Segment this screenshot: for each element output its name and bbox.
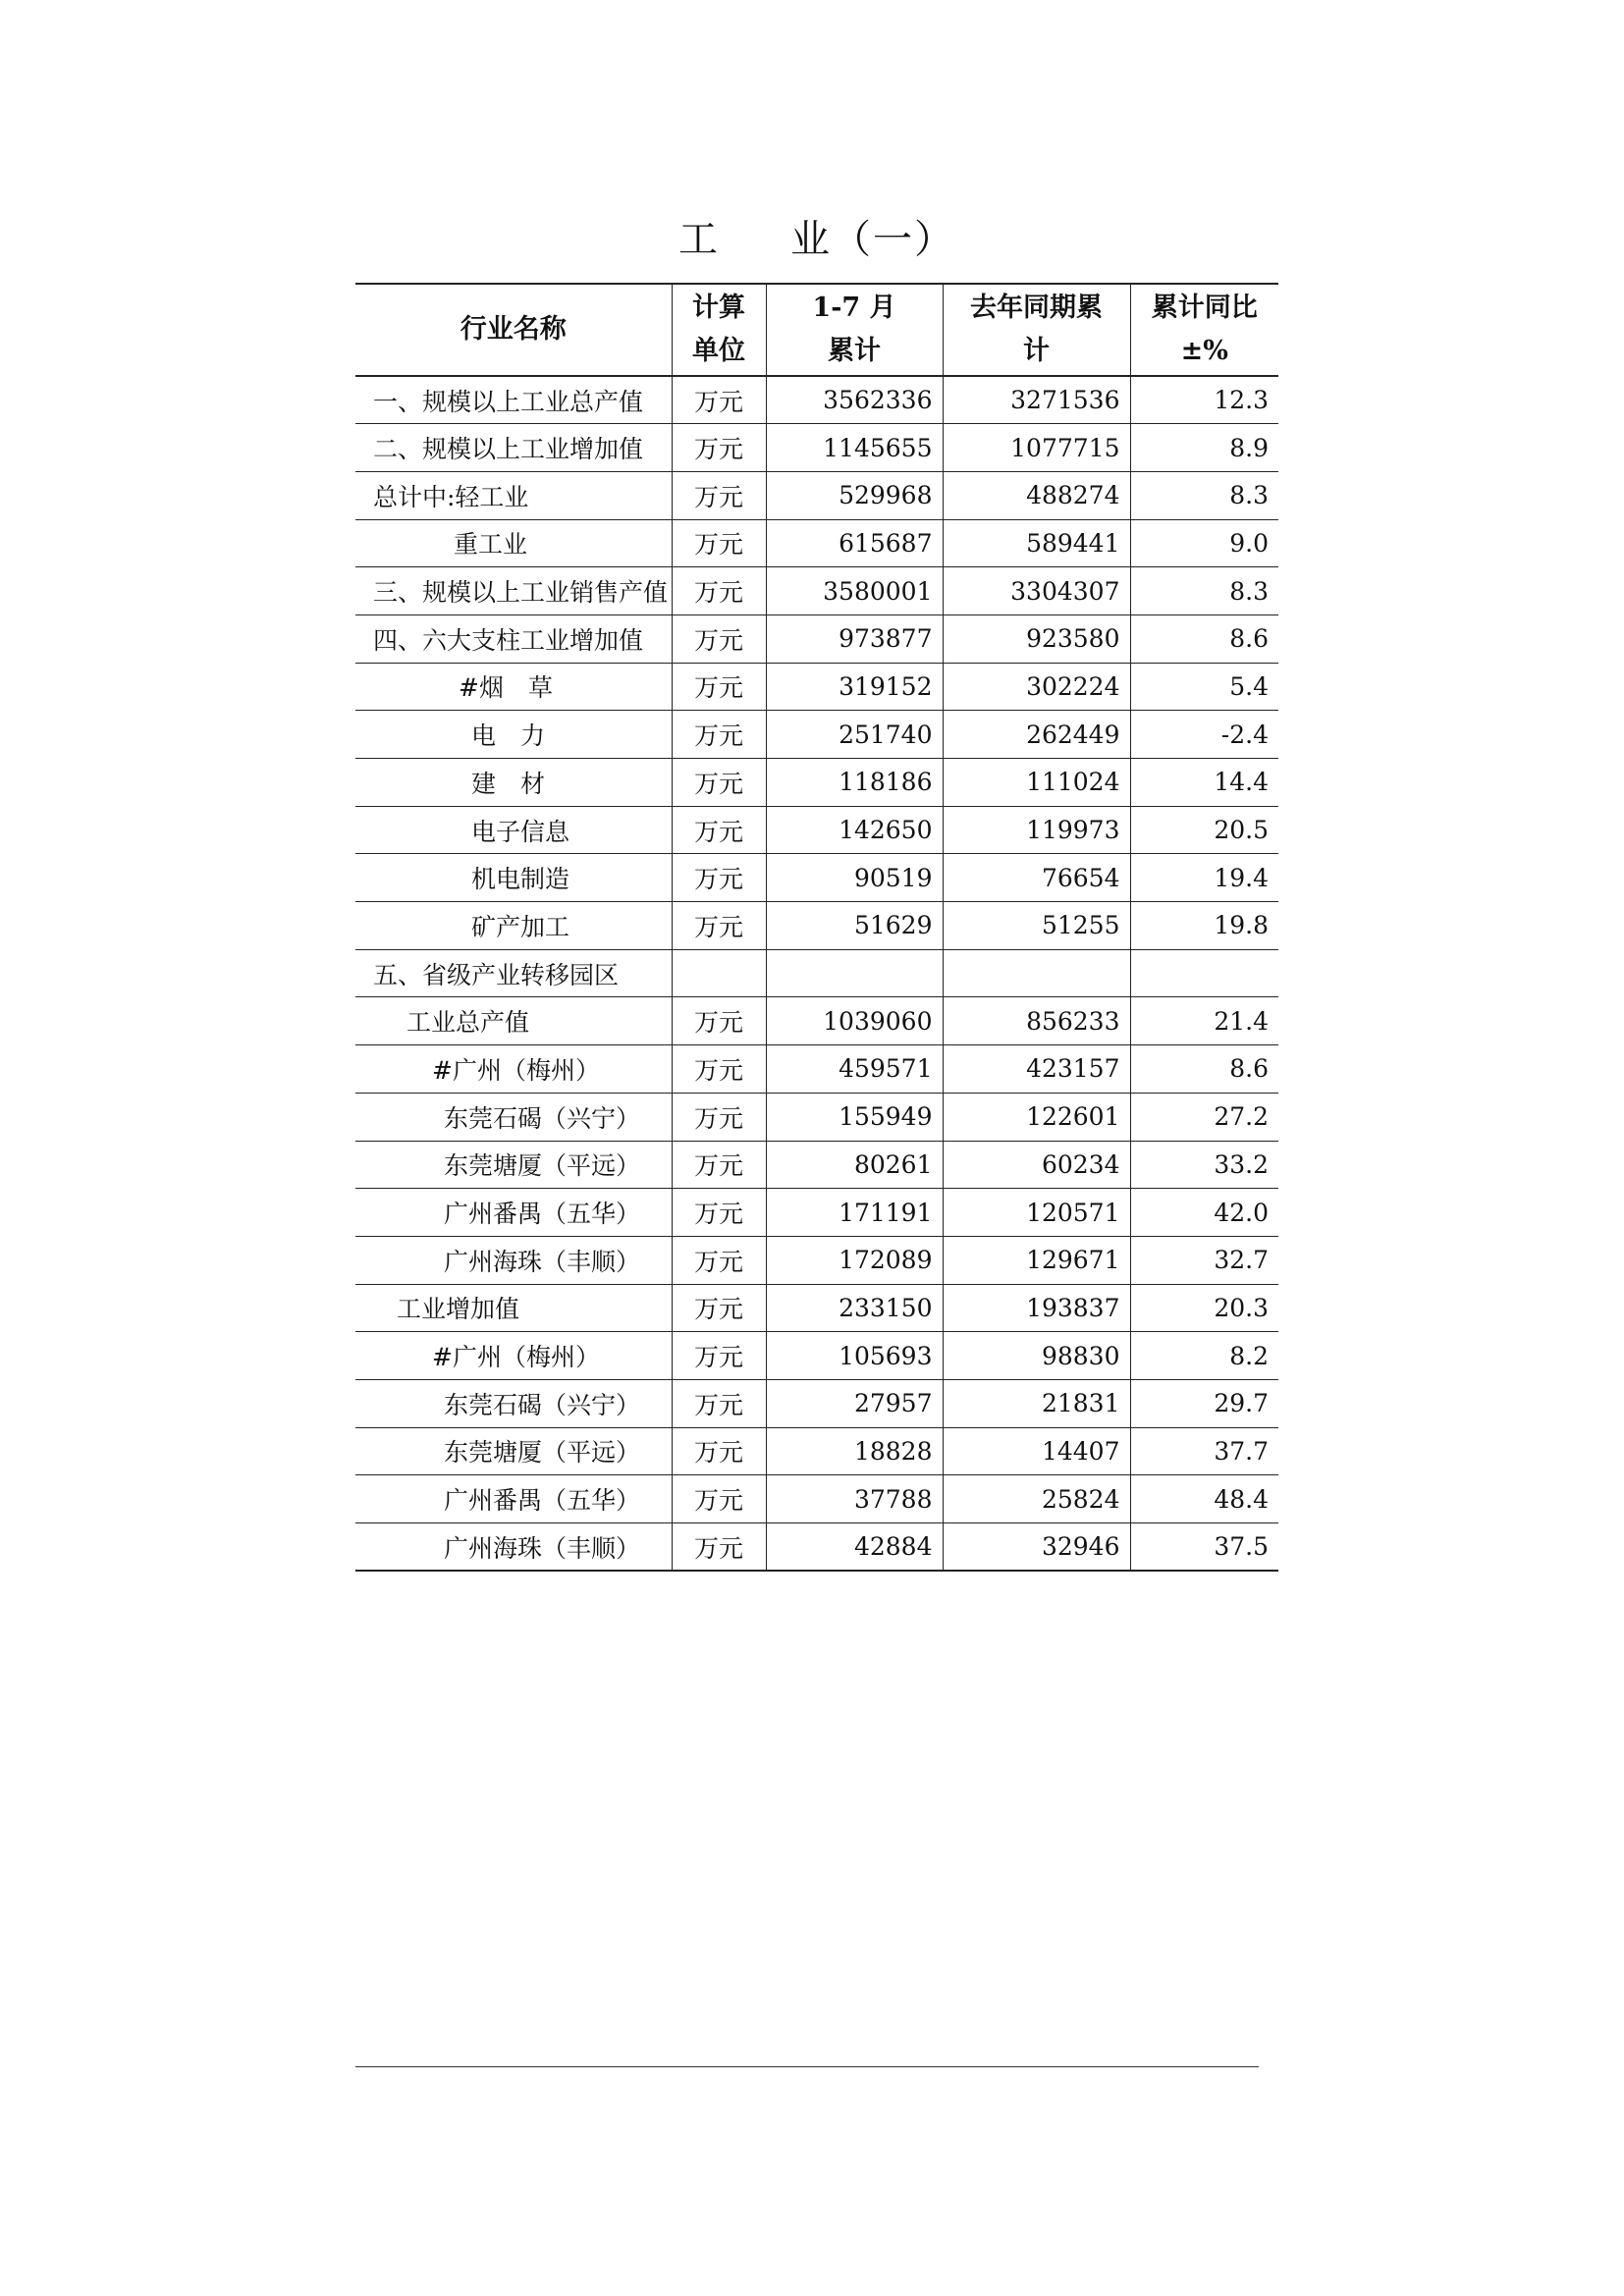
row-name: 东莞塘厦（平远） xyxy=(355,1141,672,1189)
row-previous-total: 122601 xyxy=(943,1093,1130,1141)
row-previous-total: 111024 xyxy=(943,759,1130,807)
table-row xyxy=(355,1475,1278,1523)
row-unit: 万元 xyxy=(672,376,766,424)
row-yoy-change: 19.8 xyxy=(1130,902,1278,950)
row-unit: 万元 xyxy=(672,1427,766,1475)
row-yoy-change: 19.4 xyxy=(1130,854,1278,902)
row-unit: 万元 xyxy=(672,1236,766,1284)
row-unit: 万元 xyxy=(672,1284,766,1332)
row-previous-total: 423157 xyxy=(943,1045,1130,1094)
row-name: 广州海珠（丰顺） xyxy=(355,1523,672,1572)
row-yoy-change: 29.7 xyxy=(1130,1379,1278,1427)
row-current-total: 18828 xyxy=(766,1427,943,1475)
row-previous-total: 1077715 xyxy=(943,424,1130,472)
row-current-total: 37788 xyxy=(766,1475,943,1523)
footer-divider xyxy=(355,2066,1259,2067)
row-current-total: 1145655 xyxy=(766,424,943,472)
row-name: 工业增加值 xyxy=(355,1284,672,1332)
row-name: 总计中:轻工业 xyxy=(355,471,672,519)
row-unit: 万元 xyxy=(672,614,766,663)
row-yoy-change: 20.3 xyxy=(1130,1284,1278,1332)
row-unit: 万元 xyxy=(672,1045,766,1094)
table-row xyxy=(355,1189,1278,1237)
row-name: 矿产加工 xyxy=(355,902,672,950)
row-name: 广州番禺（五华） xyxy=(355,1475,672,1523)
row-yoy-change: 14.4 xyxy=(1130,759,1278,807)
row-name: 二、规模以上工业增加值 xyxy=(355,424,672,472)
row-previous-total: 120571 xyxy=(943,1189,1130,1237)
table-row xyxy=(355,519,1278,567)
row-current-total: 3580001 xyxy=(766,567,943,615)
industry-stats-table xyxy=(355,283,1278,1572)
header-previous-total: 去年同期累 计 xyxy=(943,284,1130,376)
row-previous-total: 302224 xyxy=(943,663,1130,711)
row-previous-total: 262449 xyxy=(943,711,1130,759)
row-name: 重工业 xyxy=(355,519,672,567)
row-unit: 万元 xyxy=(672,1379,766,1427)
row-previous-total: 488274 xyxy=(943,471,1130,519)
row-previous-total: 119973 xyxy=(943,806,1130,854)
row-name: 一、规模以上工业总产值 xyxy=(355,376,672,424)
row-current-total: 90519 xyxy=(766,854,943,902)
row-unit: 万元 xyxy=(672,424,766,472)
row-current-total: 459571 xyxy=(766,1045,943,1094)
row-yoy-change: -2.4 xyxy=(1130,711,1278,759)
row-yoy-change: 42.0 xyxy=(1130,1189,1278,1237)
row-yoy-change: 33.2 xyxy=(1130,1141,1278,1189)
row-unit: 万元 xyxy=(672,471,766,519)
table-row xyxy=(355,1427,1278,1475)
table-row xyxy=(355,567,1278,615)
row-current-total: 142650 xyxy=(766,806,943,854)
table-row xyxy=(355,376,1278,424)
row-unit: 万元 xyxy=(672,902,766,950)
row-previous-total xyxy=(943,949,1130,997)
row-name: 四、六大支柱工业增加值 xyxy=(355,614,672,663)
row-previous-total: 98830 xyxy=(943,1332,1130,1380)
header-current-total: 1-7 月 累计 xyxy=(766,284,943,376)
table-row xyxy=(355,1523,1278,1572)
row-yoy-change: 48.4 xyxy=(1130,1475,1278,1523)
row-name: #广州（梅州） xyxy=(355,1045,672,1094)
row-current-total: 155949 xyxy=(766,1093,943,1141)
row-yoy-change: 12.3 xyxy=(1130,376,1278,424)
row-previous-total: 923580 xyxy=(943,614,1130,663)
row-name: 工业总产值 xyxy=(355,997,672,1045)
header-unit: 计算 单位 xyxy=(672,284,766,376)
row-name: 广州海珠（丰顺） xyxy=(355,1236,672,1284)
table-body xyxy=(355,376,1278,1571)
row-current-total: 529968 xyxy=(766,471,943,519)
table-row xyxy=(355,759,1278,807)
row-name: #烟 草 xyxy=(355,663,672,711)
row-name: 机电制造 xyxy=(355,854,672,902)
row-name: 东莞石碣（兴宁） xyxy=(355,1093,672,1141)
row-previous-total: 3304307 xyxy=(943,567,1130,615)
row-current-total: 80261 xyxy=(766,1141,943,1189)
table-row xyxy=(355,471,1278,519)
row-current-total: 973877 xyxy=(766,614,943,663)
table-row xyxy=(355,1045,1278,1094)
row-previous-total: 193837 xyxy=(943,1284,1130,1332)
row-yoy-change: 27.2 xyxy=(1130,1093,1278,1141)
row-current-total xyxy=(766,949,943,997)
row-yoy-change: 37.7 xyxy=(1130,1427,1278,1475)
row-yoy-change: 32.7 xyxy=(1130,1236,1278,1284)
row-unit: 万元 xyxy=(672,806,766,854)
table-row xyxy=(355,1141,1278,1189)
row-current-total: 1039060 xyxy=(766,997,943,1045)
row-yoy-change: 8.3 xyxy=(1130,567,1278,615)
table-row xyxy=(355,1093,1278,1141)
row-name: 东莞塘厦（平远） xyxy=(355,1427,672,1475)
row-yoy-change: 8.2 xyxy=(1130,1332,1278,1380)
row-current-total: 251740 xyxy=(766,711,943,759)
row-current-total: 42884 xyxy=(766,1523,943,1572)
row-unit: 万元 xyxy=(672,1475,766,1523)
row-current-total: 319152 xyxy=(766,663,943,711)
header-industry-name: 行业名称 xyxy=(355,284,672,376)
table-header-row xyxy=(355,284,1278,376)
row-yoy-change: 9.0 xyxy=(1130,519,1278,567)
row-yoy-change: 21.4 xyxy=(1130,997,1278,1045)
row-previous-total: 51255 xyxy=(943,902,1130,950)
row-previous-total: 129671 xyxy=(943,1236,1130,1284)
table-row xyxy=(355,711,1278,759)
row-unit: 万元 xyxy=(672,1093,766,1141)
row-current-total: 171191 xyxy=(766,1189,943,1237)
table-row xyxy=(355,424,1278,472)
row-previous-total: 76654 xyxy=(943,854,1130,902)
row-previous-total: 856233 xyxy=(943,997,1130,1045)
row-current-total: 615687 xyxy=(766,519,943,567)
row-unit: 万元 xyxy=(672,1332,766,1380)
row-previous-total: 21831 xyxy=(943,1379,1130,1427)
row-current-total: 51629 xyxy=(766,902,943,950)
row-yoy-change: 37.5 xyxy=(1130,1523,1278,1572)
row-yoy-change: 5.4 xyxy=(1130,663,1278,711)
row-unit: 万元 xyxy=(672,567,766,615)
row-yoy-change: 8.6 xyxy=(1130,1045,1278,1094)
row-unit: 万元 xyxy=(672,854,766,902)
table-row xyxy=(355,1379,1278,1427)
row-previous-total: 60234 xyxy=(943,1141,1130,1189)
row-unit: 万元 xyxy=(672,997,766,1045)
table-row xyxy=(355,1236,1278,1284)
row-previous-total: 14407 xyxy=(943,1427,1130,1475)
row-yoy-change: 8.3 xyxy=(1130,471,1278,519)
row-previous-total: 589441 xyxy=(943,519,1130,567)
table-row xyxy=(355,1332,1278,1380)
row-previous-total: 32946 xyxy=(943,1523,1130,1572)
row-unit: 万元 xyxy=(672,663,766,711)
row-current-total: 3562336 xyxy=(766,376,943,424)
row-unit: 万元 xyxy=(672,519,766,567)
row-unit: 万元 xyxy=(672,759,766,807)
row-current-total: 27957 xyxy=(766,1379,943,1427)
row-name: 电 力 xyxy=(355,711,672,759)
row-unit: 万元 xyxy=(672,1189,766,1237)
row-unit: 万元 xyxy=(672,1523,766,1572)
row-current-total: 233150 xyxy=(766,1284,943,1332)
row-previous-total: 25824 xyxy=(943,1475,1130,1523)
row-name: 广州番禺（五华） xyxy=(355,1189,672,1237)
row-yoy-change: 8.9 xyxy=(1130,424,1278,472)
table-row xyxy=(355,949,1278,997)
row-current-total: 118186 xyxy=(766,759,943,807)
row-name: 建 材 xyxy=(355,759,672,807)
table-row xyxy=(355,997,1278,1045)
page-title xyxy=(355,208,1278,264)
table-row xyxy=(355,614,1278,663)
header-yoy-change: 累计同比 ±% xyxy=(1130,284,1278,376)
row-yoy-change xyxy=(1130,949,1278,997)
row-unit: 万元 xyxy=(672,711,766,759)
page-title-rest: 业（一） xyxy=(790,217,955,262)
row-current-total: 105693 xyxy=(766,1332,943,1380)
page-title-main: 工 xyxy=(678,217,720,262)
row-current-total: 172089 xyxy=(766,1236,943,1284)
row-name: #广州（梅州） xyxy=(355,1332,672,1380)
row-name: 东莞石碣（兴宁） xyxy=(355,1379,672,1427)
row-yoy-change: 20.5 xyxy=(1130,806,1278,854)
row-yoy-change: 8.6 xyxy=(1130,614,1278,663)
table-row xyxy=(355,902,1278,950)
row-previous-total: 3271536 xyxy=(943,376,1130,424)
row-unit xyxy=(672,949,766,997)
row-name: 五、省级产业转移园区 xyxy=(355,949,672,997)
table-row xyxy=(355,663,1278,711)
row-name: 三、规模以上工业销售产值 xyxy=(355,567,672,615)
row-name: 电子信息 xyxy=(355,806,672,854)
table-row xyxy=(355,1284,1278,1332)
table-row xyxy=(355,806,1278,854)
row-unit: 万元 xyxy=(672,1141,766,1189)
table-row xyxy=(355,854,1278,902)
